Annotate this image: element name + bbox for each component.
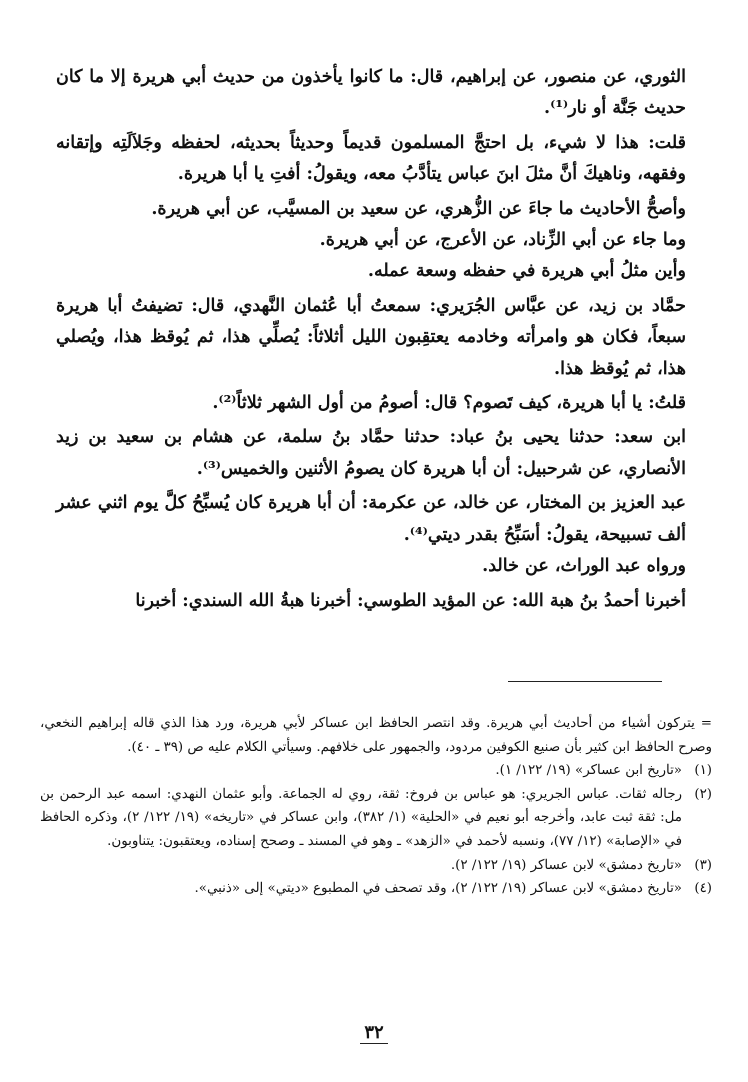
paragraph: وما جاء عن أبي الزِّناد، عن الأعرج، عن أبي هريرة. <box>319 230 686 251</box>
footnote-text: رجاله ثقات. عباس الجريري: هو عباس بن فروخ: ثقة، روي له الجماعة. وأبو عثمان النهدي: اسمه عبد الرحمن بن مل: ثقة ثبت عابد، وأخرجه أبو نعيم في «الحلية» (١/ ٣٨٢)، وابن عساكر في «تاريخه» (١٩/ ١٢٢/ ٢)، وذكره الحافظ في «الإصابة» (١٢/ ٧٧)، ونسبه لأحمد في «الزهد» ـ وهو في المسند ـ وصحح إسناده، ويعتقبون: يتناوبون. <box>40 786 682 849</box>
footnotes <box>40 712 712 901</box>
footnote <box>40 759 712 783</box>
footnote-continuation: = يتركون أشياء من أحاديث أبي هريرة. وقد انتصر الحافظ ابن عساكر لأبي هريرة، ورد هذا الذي قاله إبراهيم النخعي، وصرح الحافظ ابن كثير بأن صنيع الكوفين مردود، والجمهور على خلافهم. وسيأتي الكلام عليه ص (٣٩ ـ ٤٠). <box>40 716 712 755</box>
paragraph: وأين مثلُ أبي هريرة في حفظه وسعة عمله. <box>367 261 686 282</box>
main-text <box>56 62 710 617</box>
footnote-number: (١) <box>694 763 712 779</box>
footnote <box>40 854 712 878</box>
footnote-text: «تاريخ دمشق» لابن عساكر (١٩/ ١٢٢/ ٢)، وقد تصحف في المطبوع «ديتي» إلى «ذنبي». <box>194 881 682 897</box>
footnote-number: (٣) <box>694 857 712 873</box>
footnote-text: «تاريخ ابن عساكر» (١٩/ ١٢٢/ ١). <box>495 763 682 779</box>
paragraph: الثوري، عن منصور، عن إبراهيم، قال: ما كانوا يأخذون من حديث أبي هريرة إلا ما كان حديث جَنَّة أو نار⁽¹⁾. <box>56 67 686 119</box>
footnote-divider <box>508 681 662 682</box>
footnote <box>40 877 712 901</box>
page-number <box>320 1022 428 1043</box>
paragraph: أخبرنا أحمدُ بنُ هبة الله: عن المؤيد الطوسي: أخبرنا هبةُ الله السندي: أخبرنا <box>135 590 686 611</box>
paragraph: وأصحُّ الأحاديث ما جاءَ عن الزُّهري، عن سعيد بن المسيَّب، عن أبي هريرة. <box>151 198 686 219</box>
paragraph: عبد العزيز بن المختار، عن خالد، عن عكرمة: أن أبا هريرة كان يُسبِّحُ كلَّ يوم اثني عشر ألف تسبيحة، يقولُ: أسَبِّحُ بقدر ديتي⁽⁴⁾. <box>56 493 686 545</box>
footnote <box>40 783 712 854</box>
page-number-label: ٣٢ <box>360 1022 387 1044</box>
paragraph: ابن سعد: حدثنا يحيى بنُ عباد: حدثنا حمَّاد بنُ سلمة، عن هشام بن سعيد بن زيد الأنصاري، عن شرحبيل: أن أبا هريرة كان يصومُ الأثنين والخميس⁽³⁾. <box>56 427 686 479</box>
footnote-number: (٢) <box>694 786 712 802</box>
paragraph: حمَّاد بن زيد، عن عبَّاس الجُرَيري: سمعتُ أبا عُثمان النَّهدي، قال: تضيفتُ أبا هريرة سبعاً، فكان هو وامرأته وخادمه يعتقِبون الليل أثلاثاً: يُصلِّي هذا، ثم يُوقظ هذا، ويُصلي هذا، ثم يُوقظ هذا. <box>56 295 686 379</box>
footnote-text: «تاريخ دمشق» لابن عساكر (١٩/ ١٢٢/ ٢). <box>450 857 682 873</box>
paragraph: قلت: هذا لا شيء، بل احتجَّ المسلمون قديماً وحديثاً بحديثه، لحفظه وجَلاَلَتِه وإتقانه وفقهه، وناهيكَ أنَّ مثلَ ابنَ عباس يتأدَّبُ معه، ويقولُ: أفتِ يا أبا هريرة. <box>56 132 686 185</box>
paragraph: قلتُ: يا أبا هريرة، كيف تَصوم؟ قال: أصومُ من أول الشهر ثلاثاً⁽²⁾. <box>212 393 686 414</box>
paragraph: ورواه عبد الوراث، عن خالد. <box>482 556 686 577</box>
footnote-number: (٤) <box>694 881 712 897</box>
